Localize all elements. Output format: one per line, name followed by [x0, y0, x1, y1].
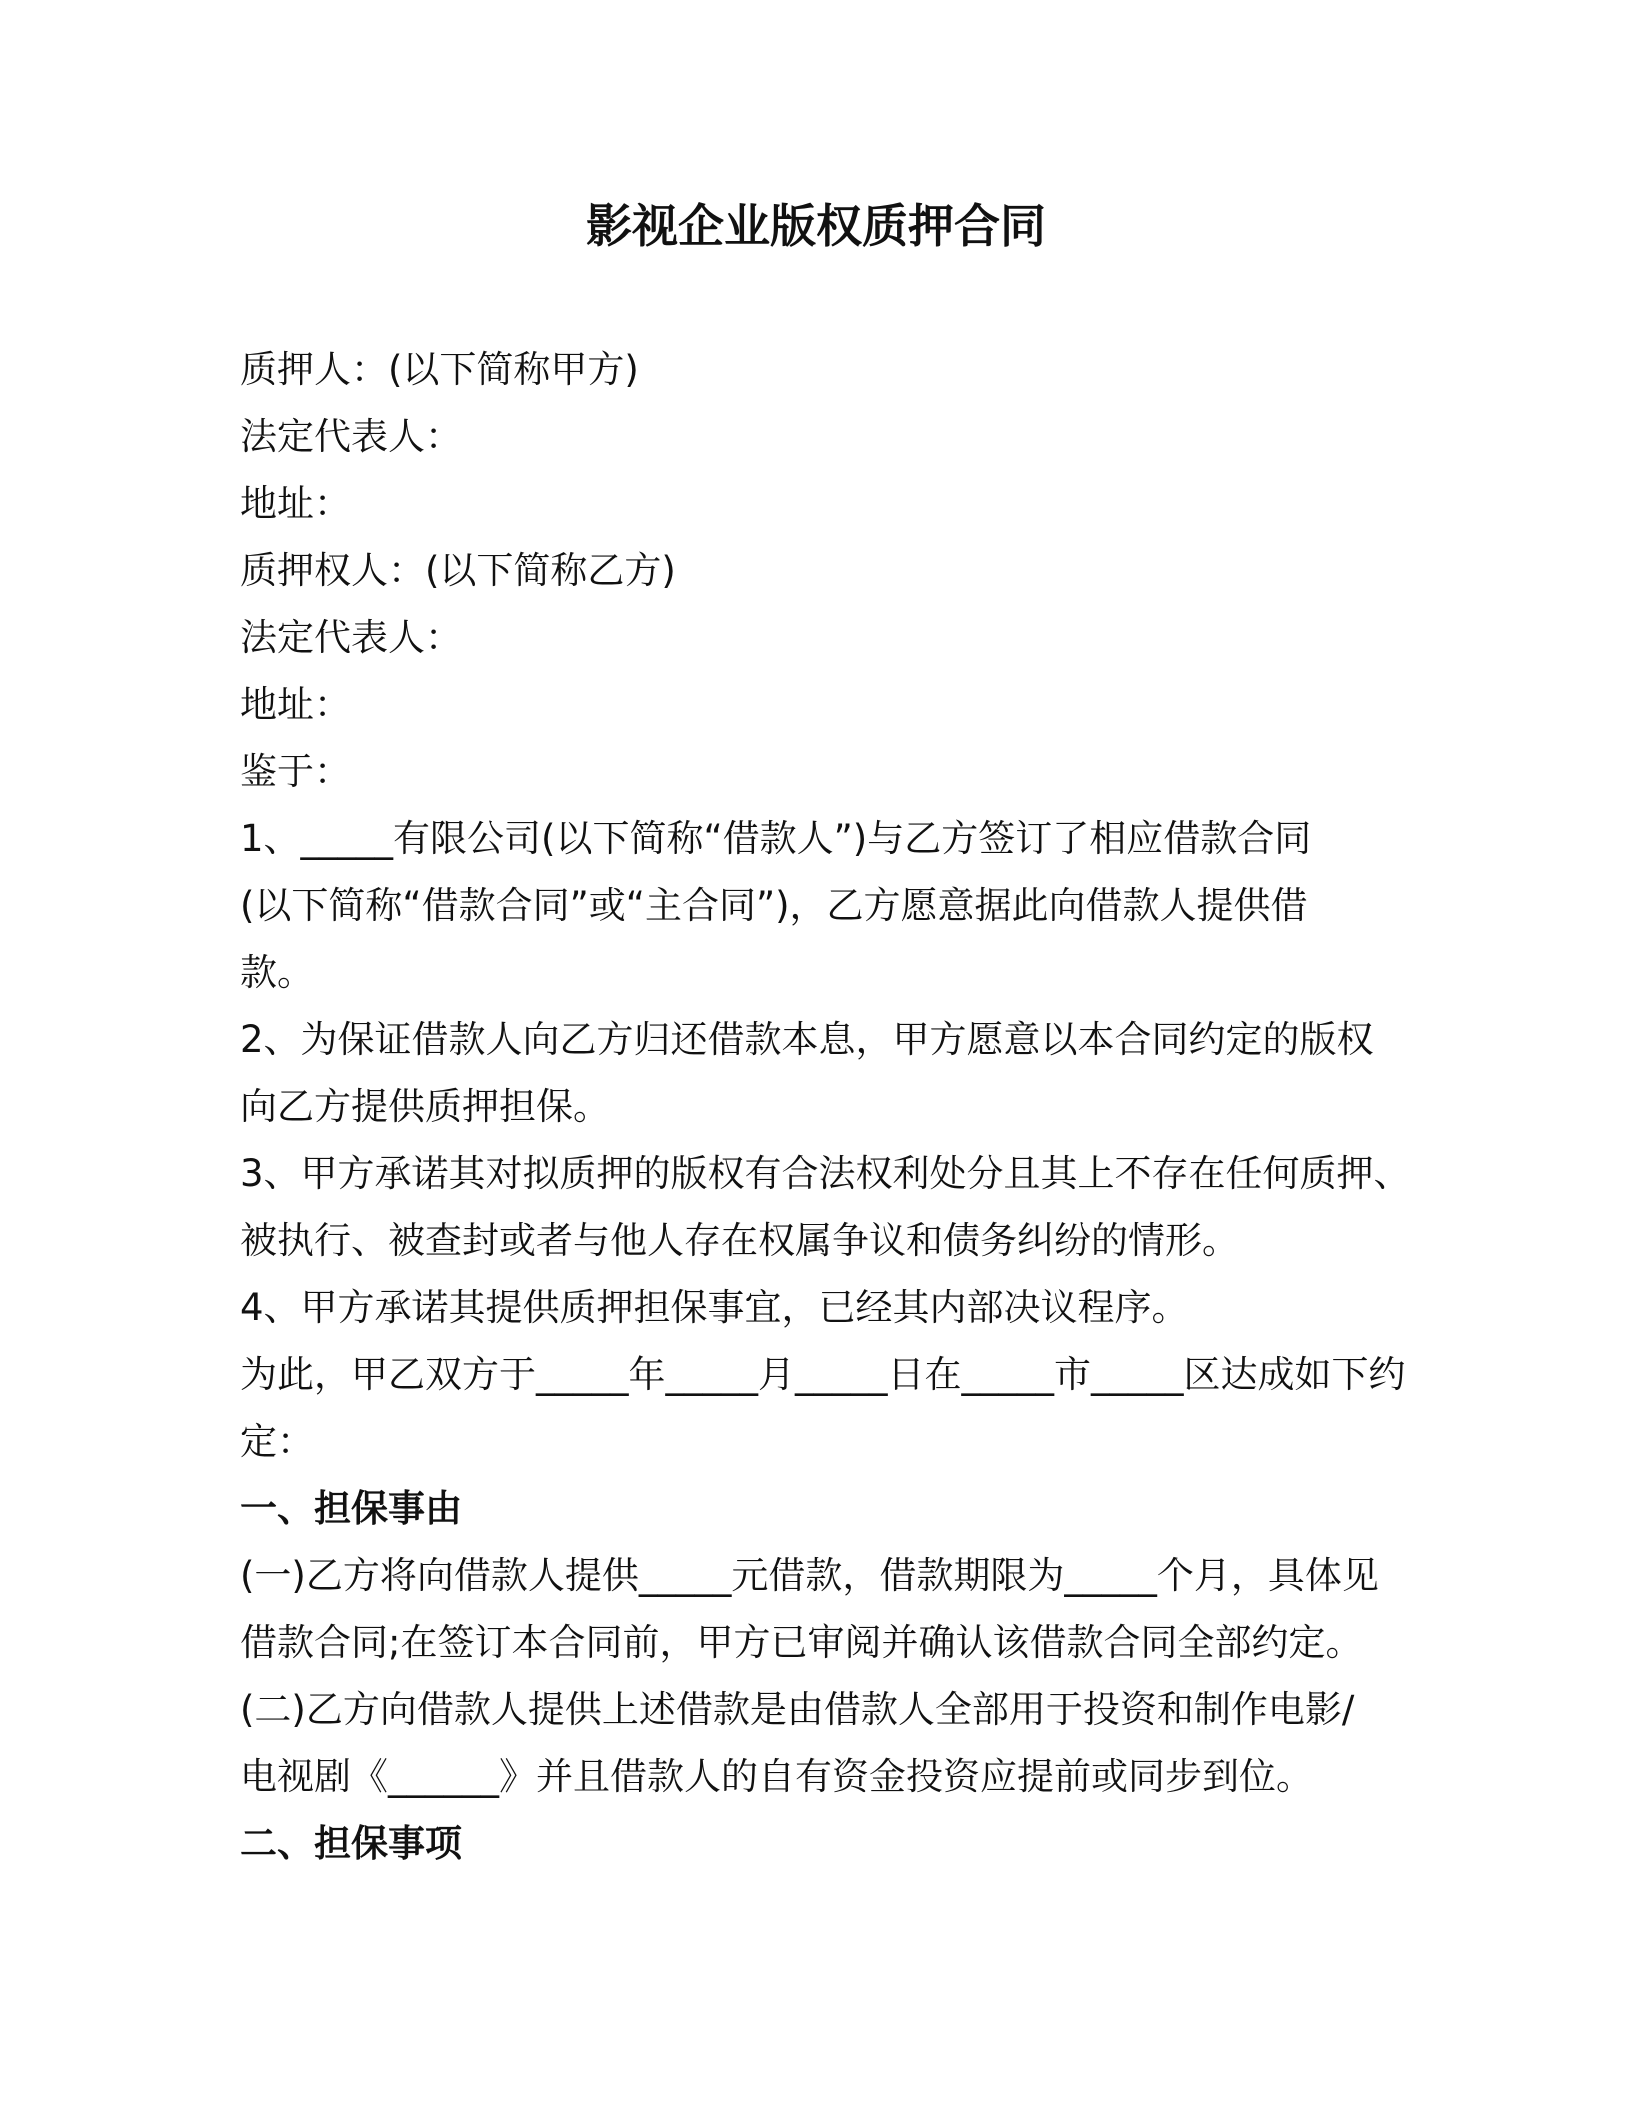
pledgor-representative-line: 法定代表人：: [240, 415, 462, 458]
pledgee-line: 质押权人：(以下简称乙方): [240, 549, 676, 592]
agreement-line-2: 定：: [240, 1420, 314, 1463]
section-1-heading: 一、担保事由: [240, 1487, 462, 1530]
pledgee-representative-line: 法定代表人：: [240, 616, 462, 659]
pledgor-address-line: 地址：: [240, 482, 351, 525]
recital-2-line-2: 向乙方提供质押担保。: [240, 1085, 610, 1128]
clause-1-2-line-1: (二)乙方向借款人提供上述借款是由借款人全部用于投资和制作电影/: [240, 1688, 1355, 1731]
agreement-line-1: 为此，甲乙双方于_____年_____月_____日在_____市_____区达成如下约: [240, 1353, 1406, 1396]
recital-1-line-1: 1、_____有限公司(以下简称“借款人”)与乙方签订了相应借款合同: [240, 817, 1312, 860]
recital-1-line-2: (以下简称“借款合同”或“主合同”)，乙方愿意据此向借款人提供借: [240, 884, 1308, 927]
section-2-heading: 二、担保事项: [240, 1822, 462, 1865]
document-body: [240, 336, 1411, 1877]
recital-1-line-3: 款。: [240, 951, 314, 994]
pledgor-line: 质押人：(以下简称甲方): [240, 348, 639, 391]
clause-1-1-line-1: (一)乙方将向借款人提供_____元借款，借款期限为_____个月，具体见: [240, 1554, 1379, 1597]
document-title: 影视企业版权质押合同: [586, 199, 1046, 253]
recital-3-line-2: 被执行、被查封或者与他人存在权属争议和债务纠纷的情形。: [240, 1219, 1239, 1262]
clause-1-1-line-2: 借款合同;在签订本合同前，甲方已审阅并确认该借款合同全部约定。: [240, 1621, 1363, 1664]
recital-2-line-1: 2、为保证借款人向乙方归还借款本息，甲方愿意以本合同约定的版权: [240, 1018, 1374, 1061]
recital-4-line: 4、甲方承诺其提供质押担保事宜，已经其内部决议程序。: [240, 1286, 1189, 1329]
clause-1-2-line-2: 电视剧《______》并且借款人的自有资金投资应提前或同步到位。: [240, 1755, 1313, 1798]
recital-3-line-1: 3、甲方承诺其对拟质押的版权有合法权利处分且其上不存在任何质押、: [240, 1152, 1411, 1195]
pledgee-address-line: 地址：: [240, 683, 351, 726]
whereas-line: 鉴于：: [240, 750, 351, 793]
